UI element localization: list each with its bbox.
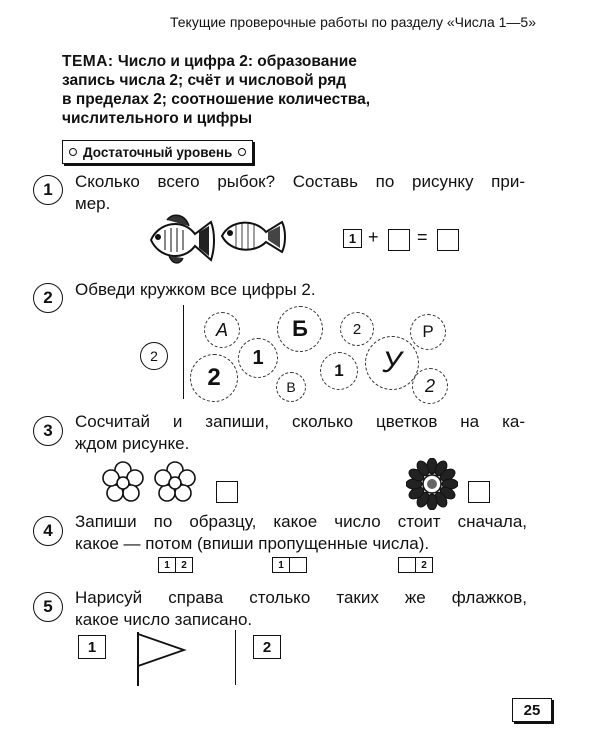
task-5-line-1: Нарисуй справа столько таких же флажков,: [75, 588, 527, 607]
task-number-3: 3: [33, 416, 63, 446]
pair-cell: 1: [278, 559, 284, 571]
number-box: 1: [78, 635, 106, 659]
answer-box[interactable]: [216, 481, 238, 503]
task-number-4: 4: [33, 516, 63, 546]
symbol-circle[interactable]: 1: [320, 352, 358, 390]
fish-icon: [220, 216, 288, 256]
symbol-circle[interactable]: В: [276, 372, 306, 402]
divider-line: [183, 305, 184, 399]
flower-icon: [152, 460, 198, 506]
plus-sign: +: [368, 227, 379, 247]
pair-cell[interactable]: [289, 558, 306, 572]
task-4-line-1: Запиши по образцу, какое число стоит сначала,: [75, 512, 527, 531]
flag-icon: [130, 630, 190, 688]
task-3-text: [75, 411, 525, 455]
symbol-circle[interactable]: У: [365, 336, 419, 390]
dot-icon: [69, 148, 77, 156]
pair-cell[interactable]: [399, 558, 415, 572]
pair-cell: 1: [164, 559, 170, 571]
task-5-line-2: какое число записано.: [75, 610, 253, 629]
task-3-line-2: ждом рисунке.: [75, 434, 190, 453]
flower-icon: [406, 458, 458, 510]
running-header: Текущие проверочные работы по разделу «Числа 1—5»: [170, 14, 537, 30]
level-label: [62, 140, 253, 164]
symbol-circle[interactable]: Б: [277, 306, 323, 352]
topic-line-4: числительного и цифры: [62, 110, 253, 127]
number-pair: [272, 557, 307, 573]
task-1-text: [75, 171, 525, 215]
pair-cell: 2: [415, 558, 432, 572]
dot-icon: [238, 148, 246, 156]
number-pair: [158, 557, 193, 573]
flower-icon: [100, 460, 146, 506]
topic-line-1: Число и цифра 2: образование: [117, 53, 357, 70]
task-3-line-1: Сосчитай и запиши, сколько цветков на ка-: [75, 412, 525, 431]
task-1-line-1: Сколько всего рыбок? Составь по рисунку при-: [75, 172, 525, 191]
task-5-text: [75, 587, 527, 631]
level-text: Достаточный уровень: [83, 144, 233, 160]
page-number: 25: [512, 698, 552, 722]
task-4-text: [75, 511, 527, 555]
topic-line-3: в пределах 2; соотношение количества,: [62, 91, 371, 108]
answer-box[interactable]: [468, 481, 490, 503]
number-box: 2: [253, 635, 281, 659]
number-pair: [398, 557, 433, 573]
topic-label: ТЕМА:: [62, 53, 114, 70]
topic-line-2: запись числа 2; счёт и числовой ряд: [62, 72, 347, 89]
task-4-line-2: какое — потом (впиши пропущенные числа).: [75, 534, 430, 553]
topic-block: [62, 52, 562, 128]
symbol-circle[interactable]: Р: [410, 314, 446, 350]
task-2-text: Обведи кружком все цифры 2.: [75, 280, 316, 299]
task-number-5: 5: [33, 592, 63, 622]
symbol-circle[interactable]: 1: [238, 338, 278, 378]
pair-cell: 2: [175, 558, 192, 572]
sample-circle: 2: [140, 342, 168, 370]
fish-icon: [145, 212, 217, 268]
answer-box[interactable]: [437, 229, 459, 251]
symbol-circle[interactable]: А: [204, 312, 240, 348]
answer-box[interactable]: [388, 229, 410, 251]
task-number-1: 1: [33, 175, 63, 205]
symbol-circle[interactable]: 2: [340, 312, 374, 346]
divider-line: [235, 630, 236, 685]
number-box: 1: [343, 229, 362, 248]
equals-sign: =: [417, 227, 428, 247]
symbol-circle[interactable]: 2: [190, 354, 238, 402]
task-number-2: 2: [33, 283, 63, 313]
task-1-line-2: мер.: [75, 194, 111, 213]
symbol-circle[interactable]: 2: [412, 368, 448, 404]
